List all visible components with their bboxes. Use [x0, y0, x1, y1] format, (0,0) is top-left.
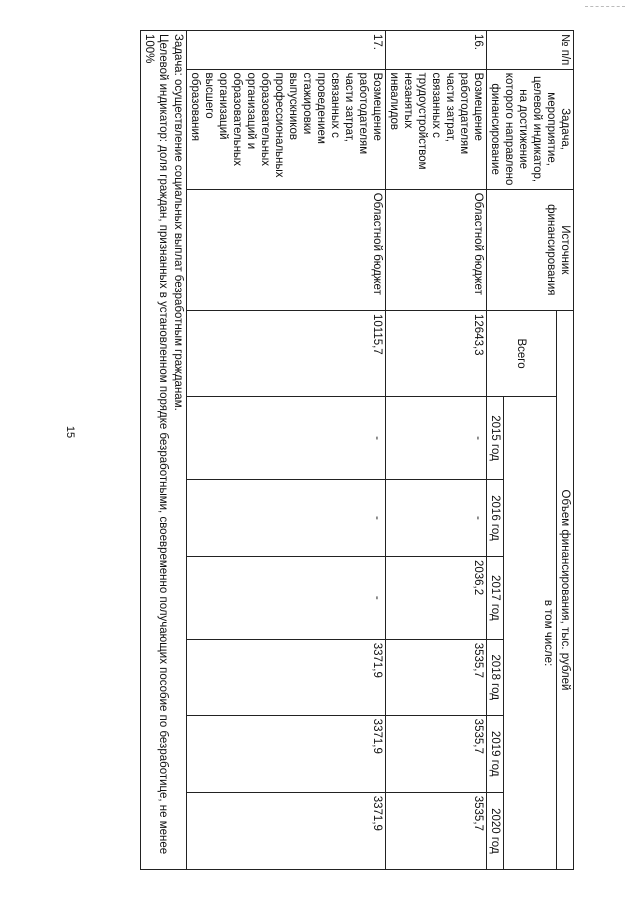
row-value-2016: -: [187, 479, 386, 556]
header-including: в том числе:: [504, 397, 557, 870]
header-year-2017: 2017 год: [487, 556, 504, 639]
row-num: 17.: [187, 31, 386, 70]
scan-mark: [585, 6, 625, 7]
rotated-document: [64, 30, 574, 870]
header-num: № п/п: [487, 31, 574, 70]
header-year-2018: 2018 год: [487, 639, 504, 715]
task-row: [141, 31, 187, 870]
header-total: Всего: [487, 310, 557, 396]
funding-table: [140, 30, 574, 870]
row-value-2019: 3535,7: [386, 715, 487, 792]
row-value-2017: -: [187, 556, 386, 639]
header-task: Задача, мероприятие, целевой индикатор, на достижение которого направлено финансирование: [487, 69, 574, 189]
row-task: Возмещение работодателям части затрат, связанных с трудоустройством незанятых инвалидов: [386, 69, 487, 189]
indicator-line: Целевой индикатор: доля граждан, признанных в установленном порядке безработными, своевременно получающих пособие по безработице, не менее 100%: [143, 34, 169, 855]
row-value-2019: 3371,9: [187, 715, 386, 792]
row-num: 16.: [386, 31, 487, 70]
header-year-2015: 2015 год: [487, 397, 504, 480]
row-value-2018: 3371,9: [187, 639, 386, 715]
row-total: 12643,3: [386, 310, 487, 396]
page-number: 15: [64, 425, 77, 439]
row-task: Возмещение работодателям части затрат, связанных с проведением стажировки выпускников профессиональных образовательных организаций и образовательных организаций высшего образования: [187, 69, 386, 189]
header-source: Источник финансирования: [487, 189, 574, 310]
row-source: Областной бюджет: [386, 189, 487, 310]
row-value-2020: 3535,7: [386, 792, 487, 869]
row-value-2015: -: [386, 397, 487, 480]
header-funding: Объем финансирования, тыс. рублей: [557, 310, 574, 869]
task-cell: [141, 31, 187, 870]
row-value-2016: -: [386, 479, 487, 556]
table-row: [187, 31, 386, 870]
header-year-2016: 2016 год: [487, 479, 504, 556]
header-year-2020: 2020 год: [487, 792, 504, 869]
row-value-2015: -: [187, 397, 386, 480]
row-value-2017: 2036,2: [386, 556, 487, 639]
table-row: [386, 31, 487, 870]
row-total: 10115,7: [187, 310, 386, 396]
task-line: Задача: осуществление социальных выплат безработным гражданам.: [172, 34, 184, 411]
row-value-2018: 3535,7: [386, 639, 487, 715]
row-source: Областной бюджет: [187, 189, 386, 310]
header-year-2019: 2019 год: [487, 715, 504, 792]
row-value-2020: 3371,9: [187, 792, 386, 869]
header-row: [557, 31, 574, 870]
